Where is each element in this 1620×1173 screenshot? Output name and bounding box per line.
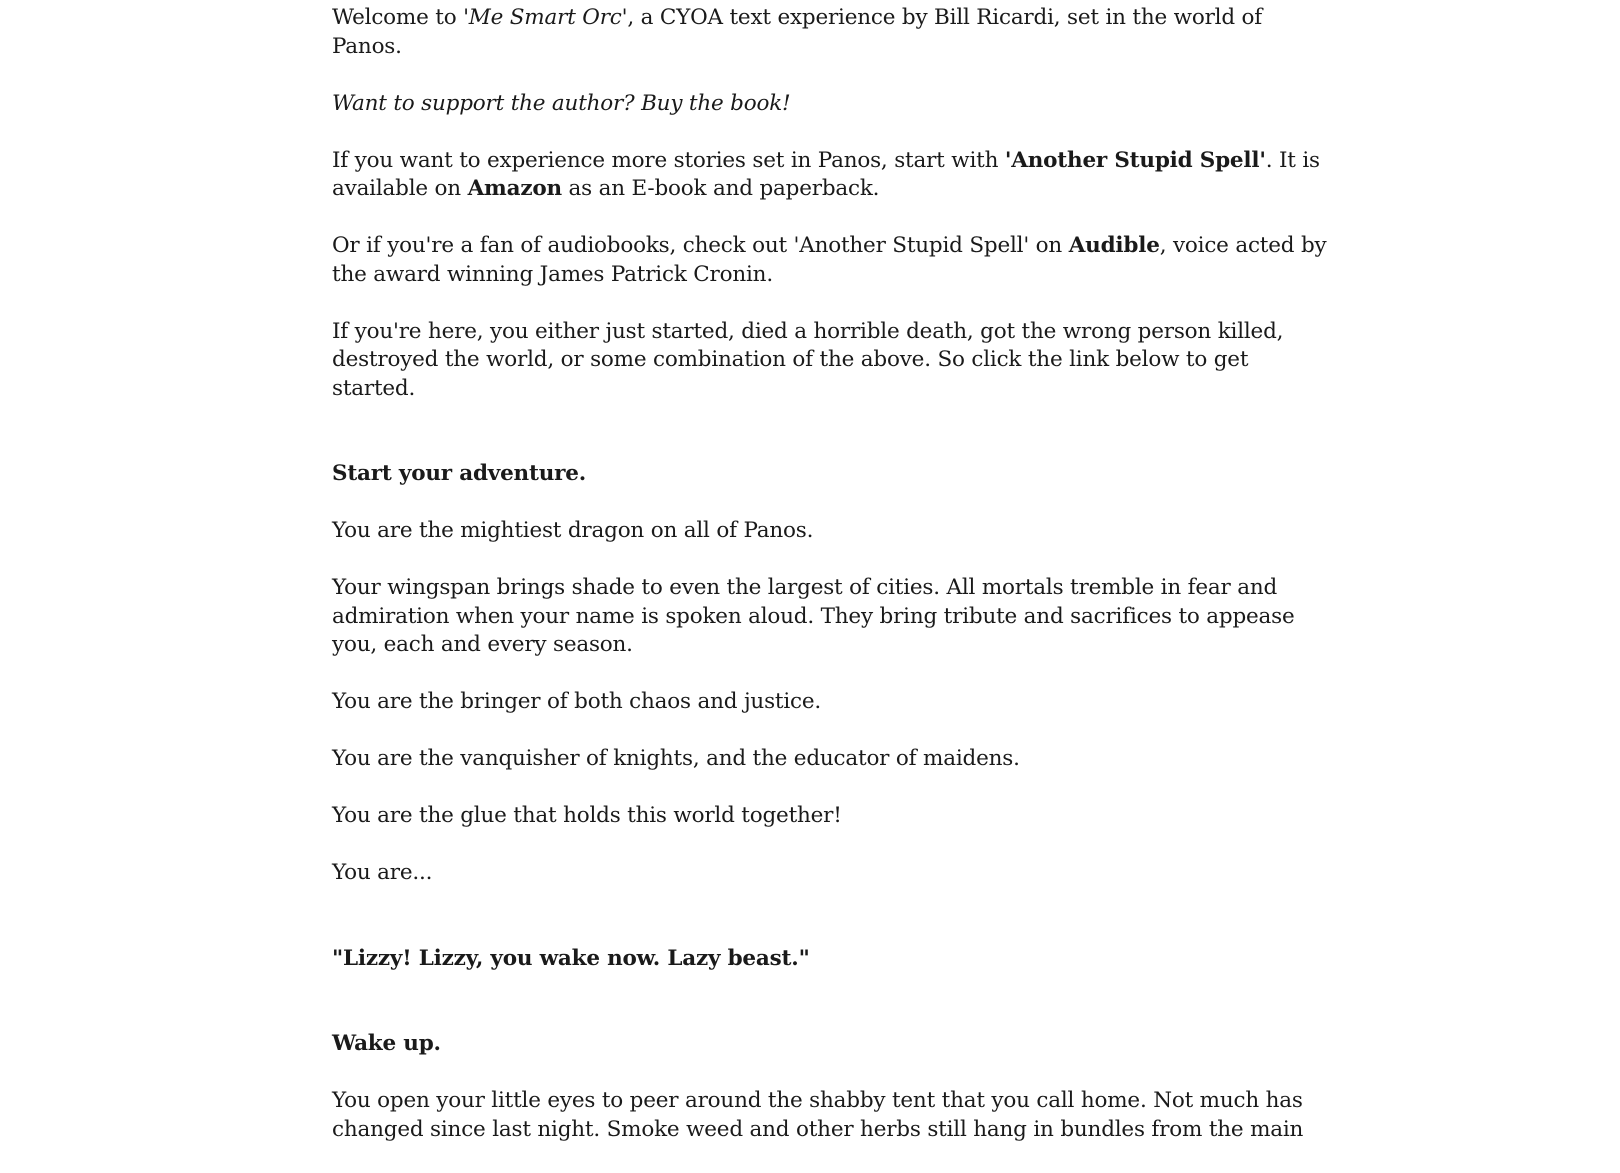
story-content xyxy=(332,4,1338,1173)
wake-up-link[interactable]: Wake up. xyxy=(332,1031,441,1056)
more-mid: . It is available on xyxy=(332,147,1320,201)
shout-line: "Lizzy! Lizzy, you wake now. Lazy beast." xyxy=(332,945,810,971)
wake-up-paragraph xyxy=(332,1030,1338,1059)
more-suffix: as an E-book and paperback. xyxy=(561,176,880,201)
game-title: 'Me Smart Orc' xyxy=(463,5,628,30)
support-text: Want to support the author? Buy the book! xyxy=(332,90,791,116)
more-stories-paragraph xyxy=(332,147,1338,204)
audio-suffix: , voice acted by the award winning James Patrick Cronin. xyxy=(332,233,1327,287)
more-prefix: If you want to experience more stories set in Panos, start with xyxy=(332,147,1005,173)
audiobook-paragraph xyxy=(332,232,1338,289)
audible-text: Audible xyxy=(1068,233,1160,258)
passage-line-6: You are... xyxy=(332,860,433,885)
passage-line-2: Your wingspan brings shade to even the largest of cities. All mortals tremble in fear and admiration when your name is spoken aloud. They bring tribute and sacrifices to appease you, each and every season. xyxy=(332,575,1295,657)
welcome-prefix: Welcome to xyxy=(332,5,464,30)
passage-line-5: You are the glue that holds this world together! xyxy=(332,803,842,828)
next-passage: You open your little eyes to peer around the shabby tent that you call home. Not much has changed since last night. Smoke weed and other herbs still hang in bundles from the main xyxy=(332,1088,1304,1142)
start-adventure-paragraph xyxy=(332,460,1338,489)
passage-line-4: You are the vanquisher of knights, and the educator of maidens. xyxy=(332,746,1020,771)
passage-line-3: You are the bringer of both chaos and justice. xyxy=(332,689,822,714)
welcome-suffix: , a CYOA text experience by Bill Ricardi, set in the world of Panos. xyxy=(332,5,1263,59)
amazon-text: Amazon xyxy=(467,176,562,201)
book-title: 'Another Stupid Spell' xyxy=(1004,147,1266,173)
audio-prefix: Or if you're a fan of audiobooks, check out 'Another Stupid Spell' on xyxy=(332,233,1069,258)
support-paragraph xyxy=(332,90,1338,119)
instructions-paragraph: If you're here, you either just started, died a horrible death, got the wrong person killed, destroyed the world, or some combination of the above. So click the link below to get started. xyxy=(332,318,1284,401)
welcome-paragraph xyxy=(332,4,1338,61)
passage-line-1: You are the mightiest dragon on all of Panos. xyxy=(332,518,814,543)
start-adventure-link[interactable]: Start your adventure. xyxy=(332,461,587,486)
